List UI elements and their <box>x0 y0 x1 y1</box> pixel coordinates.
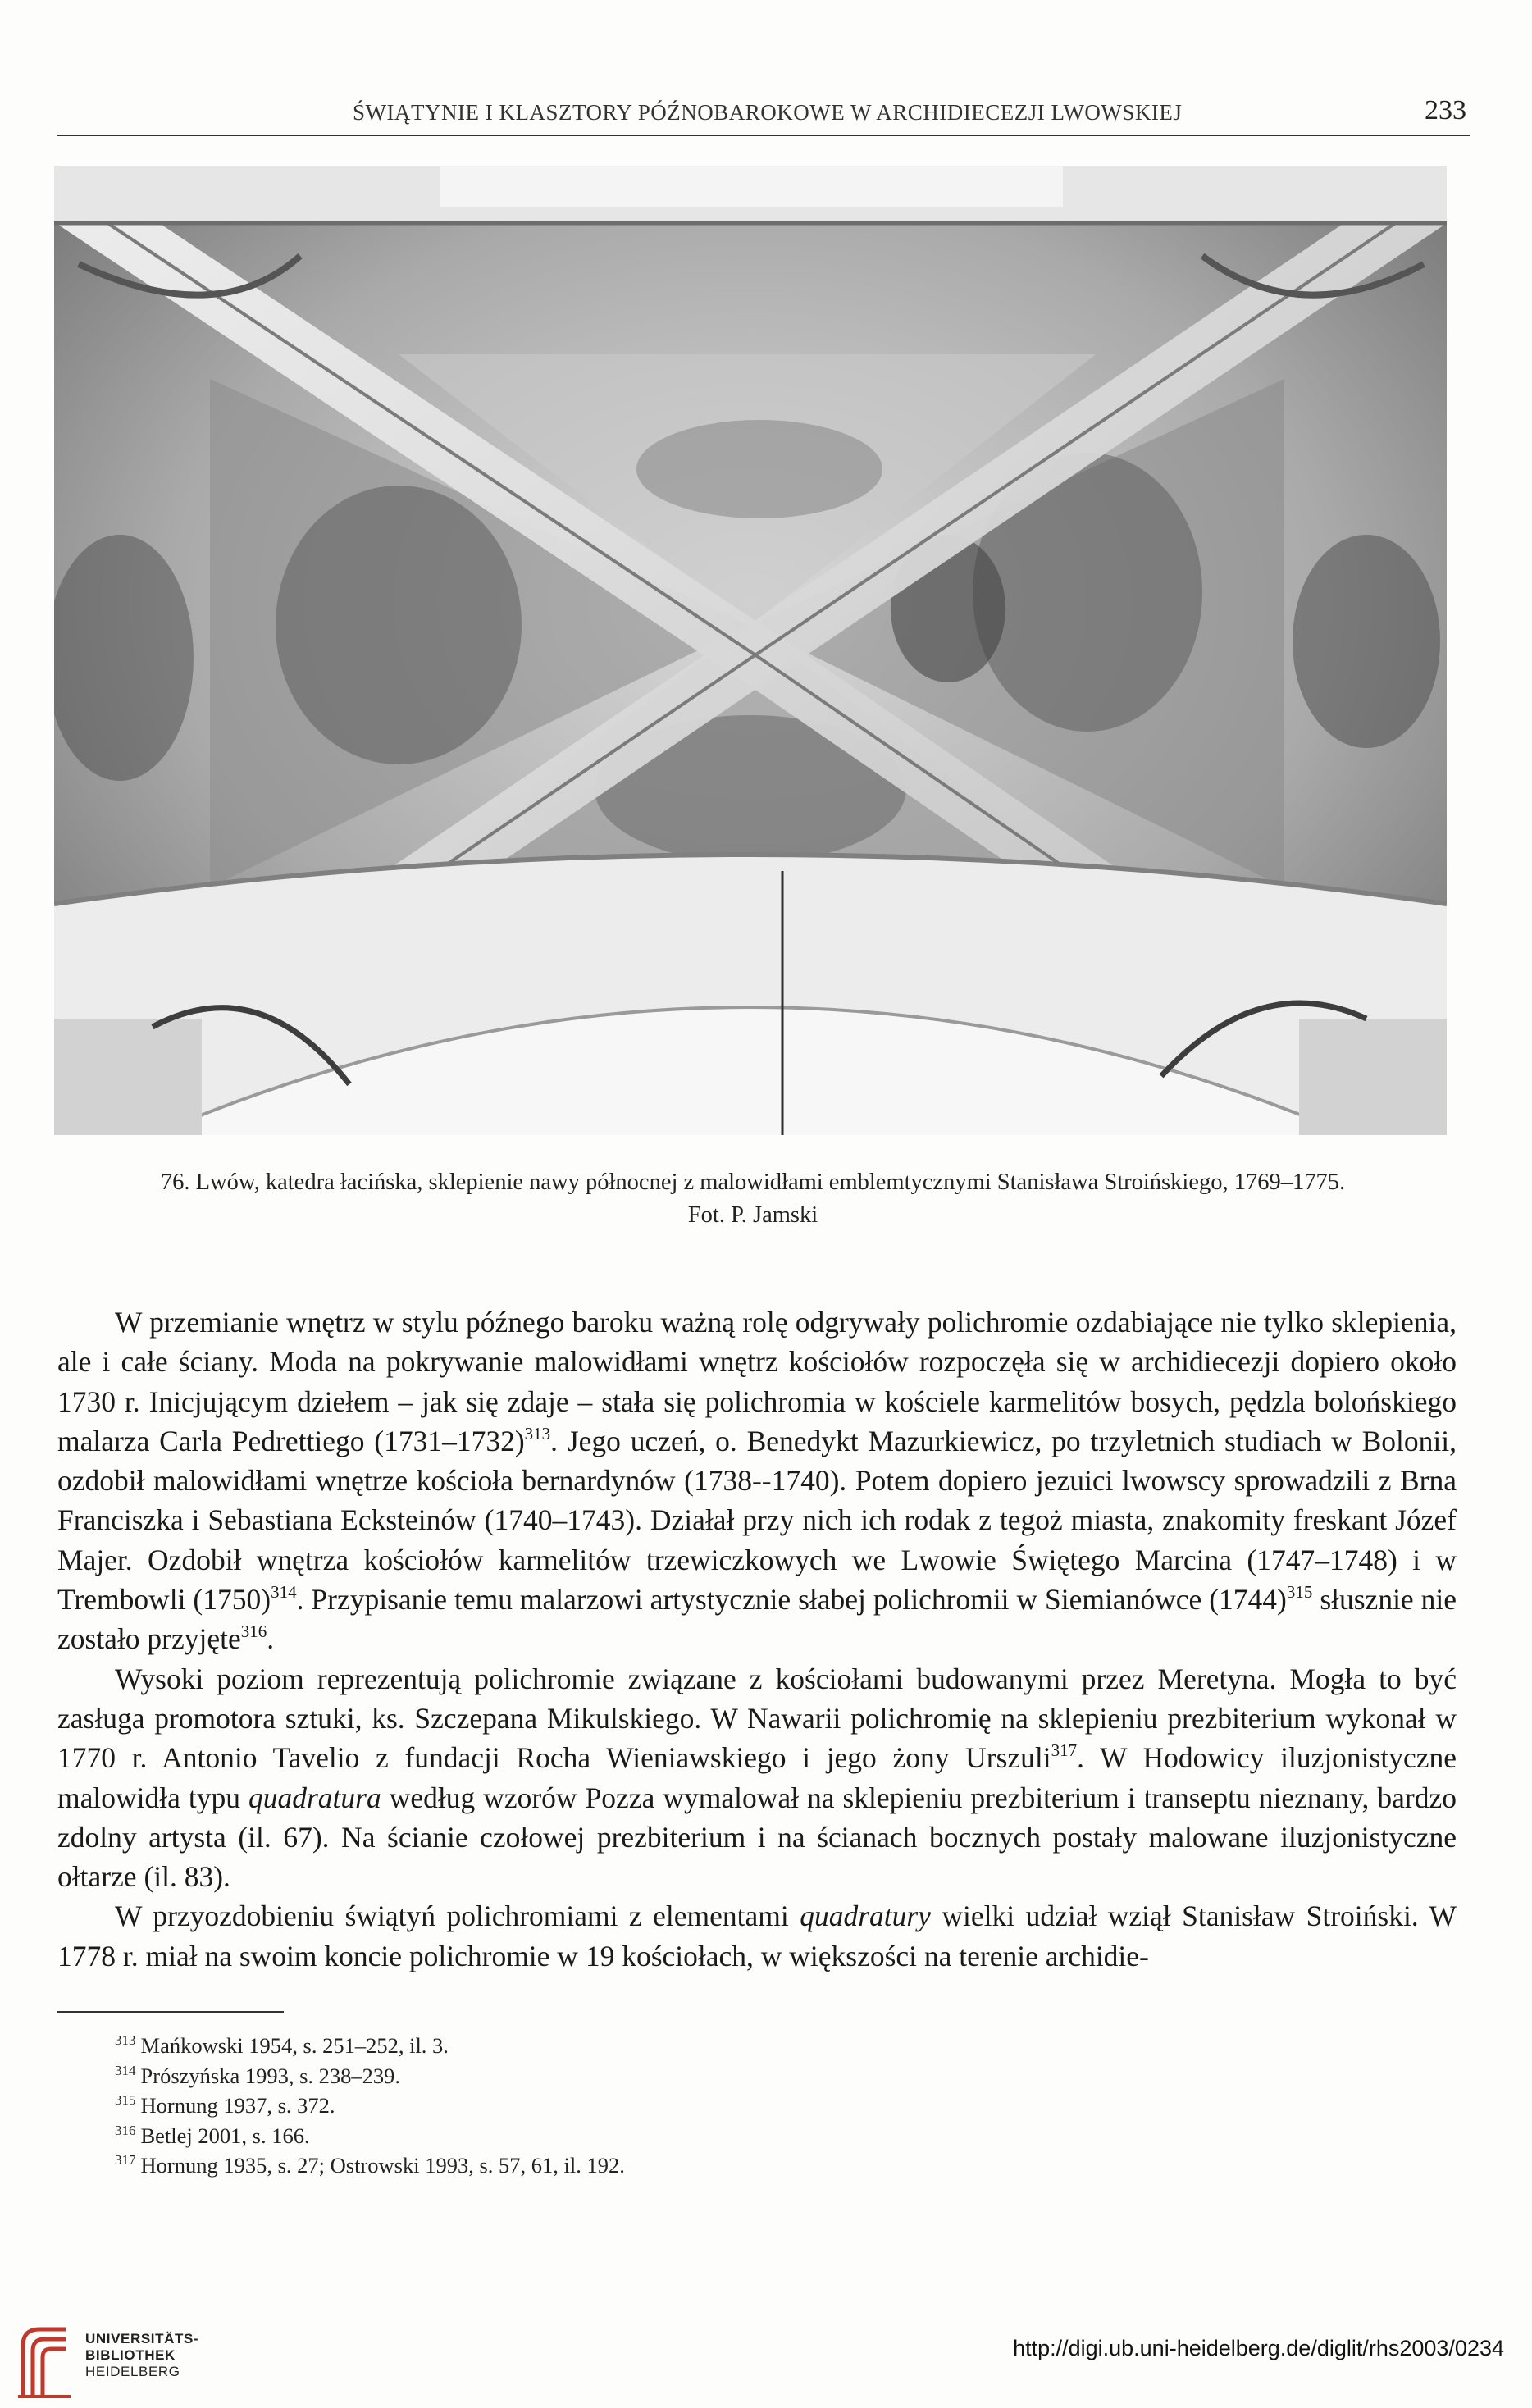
footnote-ref-315: 315 <box>1286 1582 1313 1603</box>
footnote-text: Hornung 1935, s. 27; Ostrowski 1993, s. 57, 61, il. 192. <box>140 2153 625 2178</box>
footnote-ref-317: 317 <box>1051 1740 1078 1761</box>
library-name-line-1: UNIVERSITÄTS- <box>85 2331 199 2346</box>
footnotes <box>115 2031 625 2181</box>
footnote-number: 317 <box>115 2152 136 2169</box>
library-name-line-2: BIBLIOTHEK <box>85 2347 176 2363</box>
footnote-text: Prószyńska 1993, s. 238–239. <box>140 2063 401 2088</box>
paragraph-1-text-a: W przemianie wnętrz w stylu późnego baroku ważną rolę odgrywały polichromie ozdabiające nie tylko sklepienia, ale i całe ściany. Moda na pokrywanie malowidłami wnętrz kościołów rozpoczęła się w archidiecezji dopiero około 1730 r. Inicjującym dziełem – jak się zdaje – stała się polichromia w kościele karmelitów bosych, pędzla bolońskiego malarza Carla Pedrettiego (1731–1732) <box>57 1306 1457 1457</box>
footnote-ref-313: 313 <box>524 1423 551 1443</box>
paragraph-3 <box>57 1896 1457 1976</box>
footnote-number: 314 <box>115 2062 136 2078</box>
running-title: ŚWIĄTYNIE I KLASZTORY PÓŹNOBAROKOWE W ARCHIDIECEZJI LWOWSKIEJ <box>353 100 1183 125</box>
footnote-text: Mańkowski 1954, s. 251–252, il. 3. <box>140 2033 449 2058</box>
footnote-text: Betlej 2001, s. 166. <box>140 2123 310 2148</box>
footnote-number: 316 <box>115 2122 136 2138</box>
library-name <box>85 2331 198 2380</box>
running-header <box>57 97 1470 136</box>
body-text <box>57 1302 1457 1976</box>
caption-line-1: 76. Lwów, katedra łacińska, sklepienie nawy północnej z malowidłami emblemtycznymi Stanisława Stroińskiego, 1769–1775. <box>160 1170 1346 1195</box>
caption-credit: Fot. P. Jamski <box>687 1202 818 1228</box>
library-name-line-3: HEIDELBERG <box>85 2364 180 2379</box>
paragraph-1-text-e: . <box>267 1622 275 1656</box>
footnote-number: 315 <box>115 2092 136 2109</box>
paragraph-1 <box>57 1302 1457 1659</box>
footnote <box>115 2091 625 2121</box>
footnote-ref-314: 314 <box>271 1582 297 1603</box>
footnote-number: 313 <box>115 2032 136 2048</box>
paragraph-1-text-b: . Jego uczeń, o. Benedykt Mazurkiewicz, po trzyletnich studiach w Bolonii, ozdobił malowidłami wnętrze kościoła bernardynów (1738--1740). Potem dopiero jezuici lwowscy sprowadzili z Brna Franciszka i Sebastiana Ecksteinów (1740–1743). Działał przy nich ich rodak z tegoż miasta, znakomity freskant Józef Majer. Ozdobił wnętrza kościołów karmelitów trzewiczkowych we Lwowie Świętego Marcina (1747–1748) i w Trembowli (1750) <box>57 1424 1457 1617</box>
footnote <box>115 2150 625 2181</box>
library-logo-icon[interactable] <box>15 2321 74 2400</box>
paragraph-3-text-b: wielki udział wziął Stanisław Stroiński. W 1778 r. miał na swoim koncie polichromie w 19 kościołach, w większości na terenie archidie- <box>57 1899 1457 1972</box>
paragraph-2 <box>57 1659 1457 1897</box>
footnote-text: Hornung 1937, s. 372. <box>140 2093 335 2118</box>
source-url-link[interactable]: http://digi.ub.uni-heidelberg.de/diglit/rhs2003/0234 <box>1013 2336 1504 2360</box>
paragraph-2-text-a: Wysoki poziom reprezentują polichromie związane z kościołami budowanymi przez Meretyna. Mogła to być zasługa promotora sztuki, ks. Szczepana Mikulskiego. W Nawarii polichromię na sklepieniu prezbiterium wykonał w 1770 r. Antonio Tavelio z fundacji Rocha Wieniawskiego i jego żony Urszuli <box>57 1662 1457 1775</box>
paragraph-1-text-d: słusznie nie zostało przyjęte <box>57 1583 1457 1656</box>
italic-term-quadratury: quadratury <box>800 1899 931 1933</box>
paragraph-3-text-a: W przyozdobieniu świątyń polichromiami z elementami <box>115 1899 800 1933</box>
paragraph-1-text-c: . Przypisanie temu malarzowi artystycznie słabej polichromii w Siemianówce (1744) <box>296 1583 1287 1617</box>
footnote <box>115 2121 625 2151</box>
italic-term-quadratura: quadratura <box>248 1781 381 1814</box>
footnote-separator <box>57 2011 284 2013</box>
footnote <box>115 2061 625 2091</box>
vault-photograph <box>54 166 1447 1135</box>
paragraph-2-text-b: . W Hodowicy iluzjonistyczne malowidła typu <box>57 1741 1457 1814</box>
vault-photo-illustration <box>54 166 1447 1135</box>
figure-caption <box>56 1166 1450 1232</box>
footnote <box>115 2031 625 2061</box>
paragraph-2-text-c: według wzorów Pozza wymalował na sklepieniu prezbiterium i transeptu nieznany, bardzo zdolny artysta (il. 67). Na ścianie czołowej prezbiterium i na ścianach bocznych postały malowane iluzjonistyczne ołtarze (il. 83). <box>57 1781 1457 1894</box>
footnote-ref-316: 316 <box>240 1621 267 1642</box>
page-number: 233 <box>1425 95 1466 125</box>
